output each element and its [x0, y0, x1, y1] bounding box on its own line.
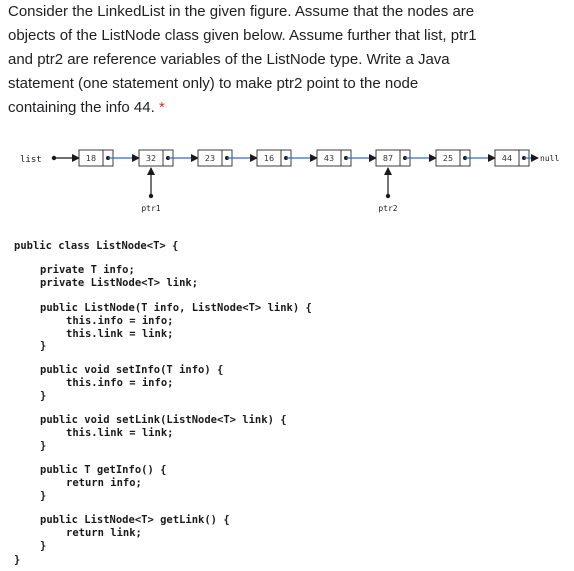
code-line: this.link = link; [66, 427, 174, 439]
question-line: statement (one statement only) to make ptr2 point to the node [8, 75, 419, 92]
code-line: } [40, 490, 47, 502]
question-line: objects of the ListNode class given below. Assume further that list, ptr1 [8, 27, 477, 44]
linked-list-figure [0, 138, 574, 218]
node-value: 23 [204, 154, 216, 163]
code-line: return link; [66, 527, 142, 539]
node-value: 87 [382, 154, 394, 163]
code-line: public T getInfo() { [40, 464, 167, 476]
code-line: } [40, 540, 47, 552]
code-line: } [40, 390, 47, 402]
code-line: return info; [66, 477, 142, 489]
question-line: and ptr2 are reference variables of the ListNode type. Write a Java [8, 51, 450, 68]
code-line: } [40, 440, 47, 452]
code-line: } [14, 554, 21, 566]
question-line: Consider the LinkedList in the given figure. Assume that the nodes are [8, 3, 475, 20]
ptr2-label: ptr2 [378, 204, 398, 213]
code-line: this.link = link; [66, 328, 174, 340]
code-line: this.info = info; [66, 377, 174, 389]
code-line: this.info = info; [66, 315, 174, 327]
node-value: 16 [263, 154, 275, 163]
question-line-end: containing the info 44. [8, 99, 155, 116]
code-line: public class ListNode<T> { [14, 240, 179, 252]
code-line: public ListNode(T info, ListNode<T> link) { [40, 302, 312, 314]
null-label: null [540, 154, 560, 163]
node-value: 18 [85, 154, 97, 163]
node-value: 43 [323, 154, 335, 163]
code-line: private T info; [40, 264, 135, 276]
node-value: 25 [442, 154, 454, 163]
node-value: 32 [145, 154, 157, 163]
list-label: list [20, 155, 42, 165]
code-line: } [40, 340, 47, 352]
ptr1-label: ptr1 [141, 204, 161, 213]
question-text [8, 0, 568, 120]
node-value: 44 [501, 154, 513, 163]
code-line: public void setLink(ListNode<T> link) { [40, 414, 287, 426]
code-line: public ListNode<T> getLink() { [40, 514, 230, 526]
code-line: private ListNode<T> link; [40, 277, 199, 289]
required-marker: * [158, 99, 165, 116]
linked-list-diagram [0, 138, 574, 218]
code-line: public void setInfo(T info) { [40, 364, 224, 376]
question-line [8, 96, 568, 120]
